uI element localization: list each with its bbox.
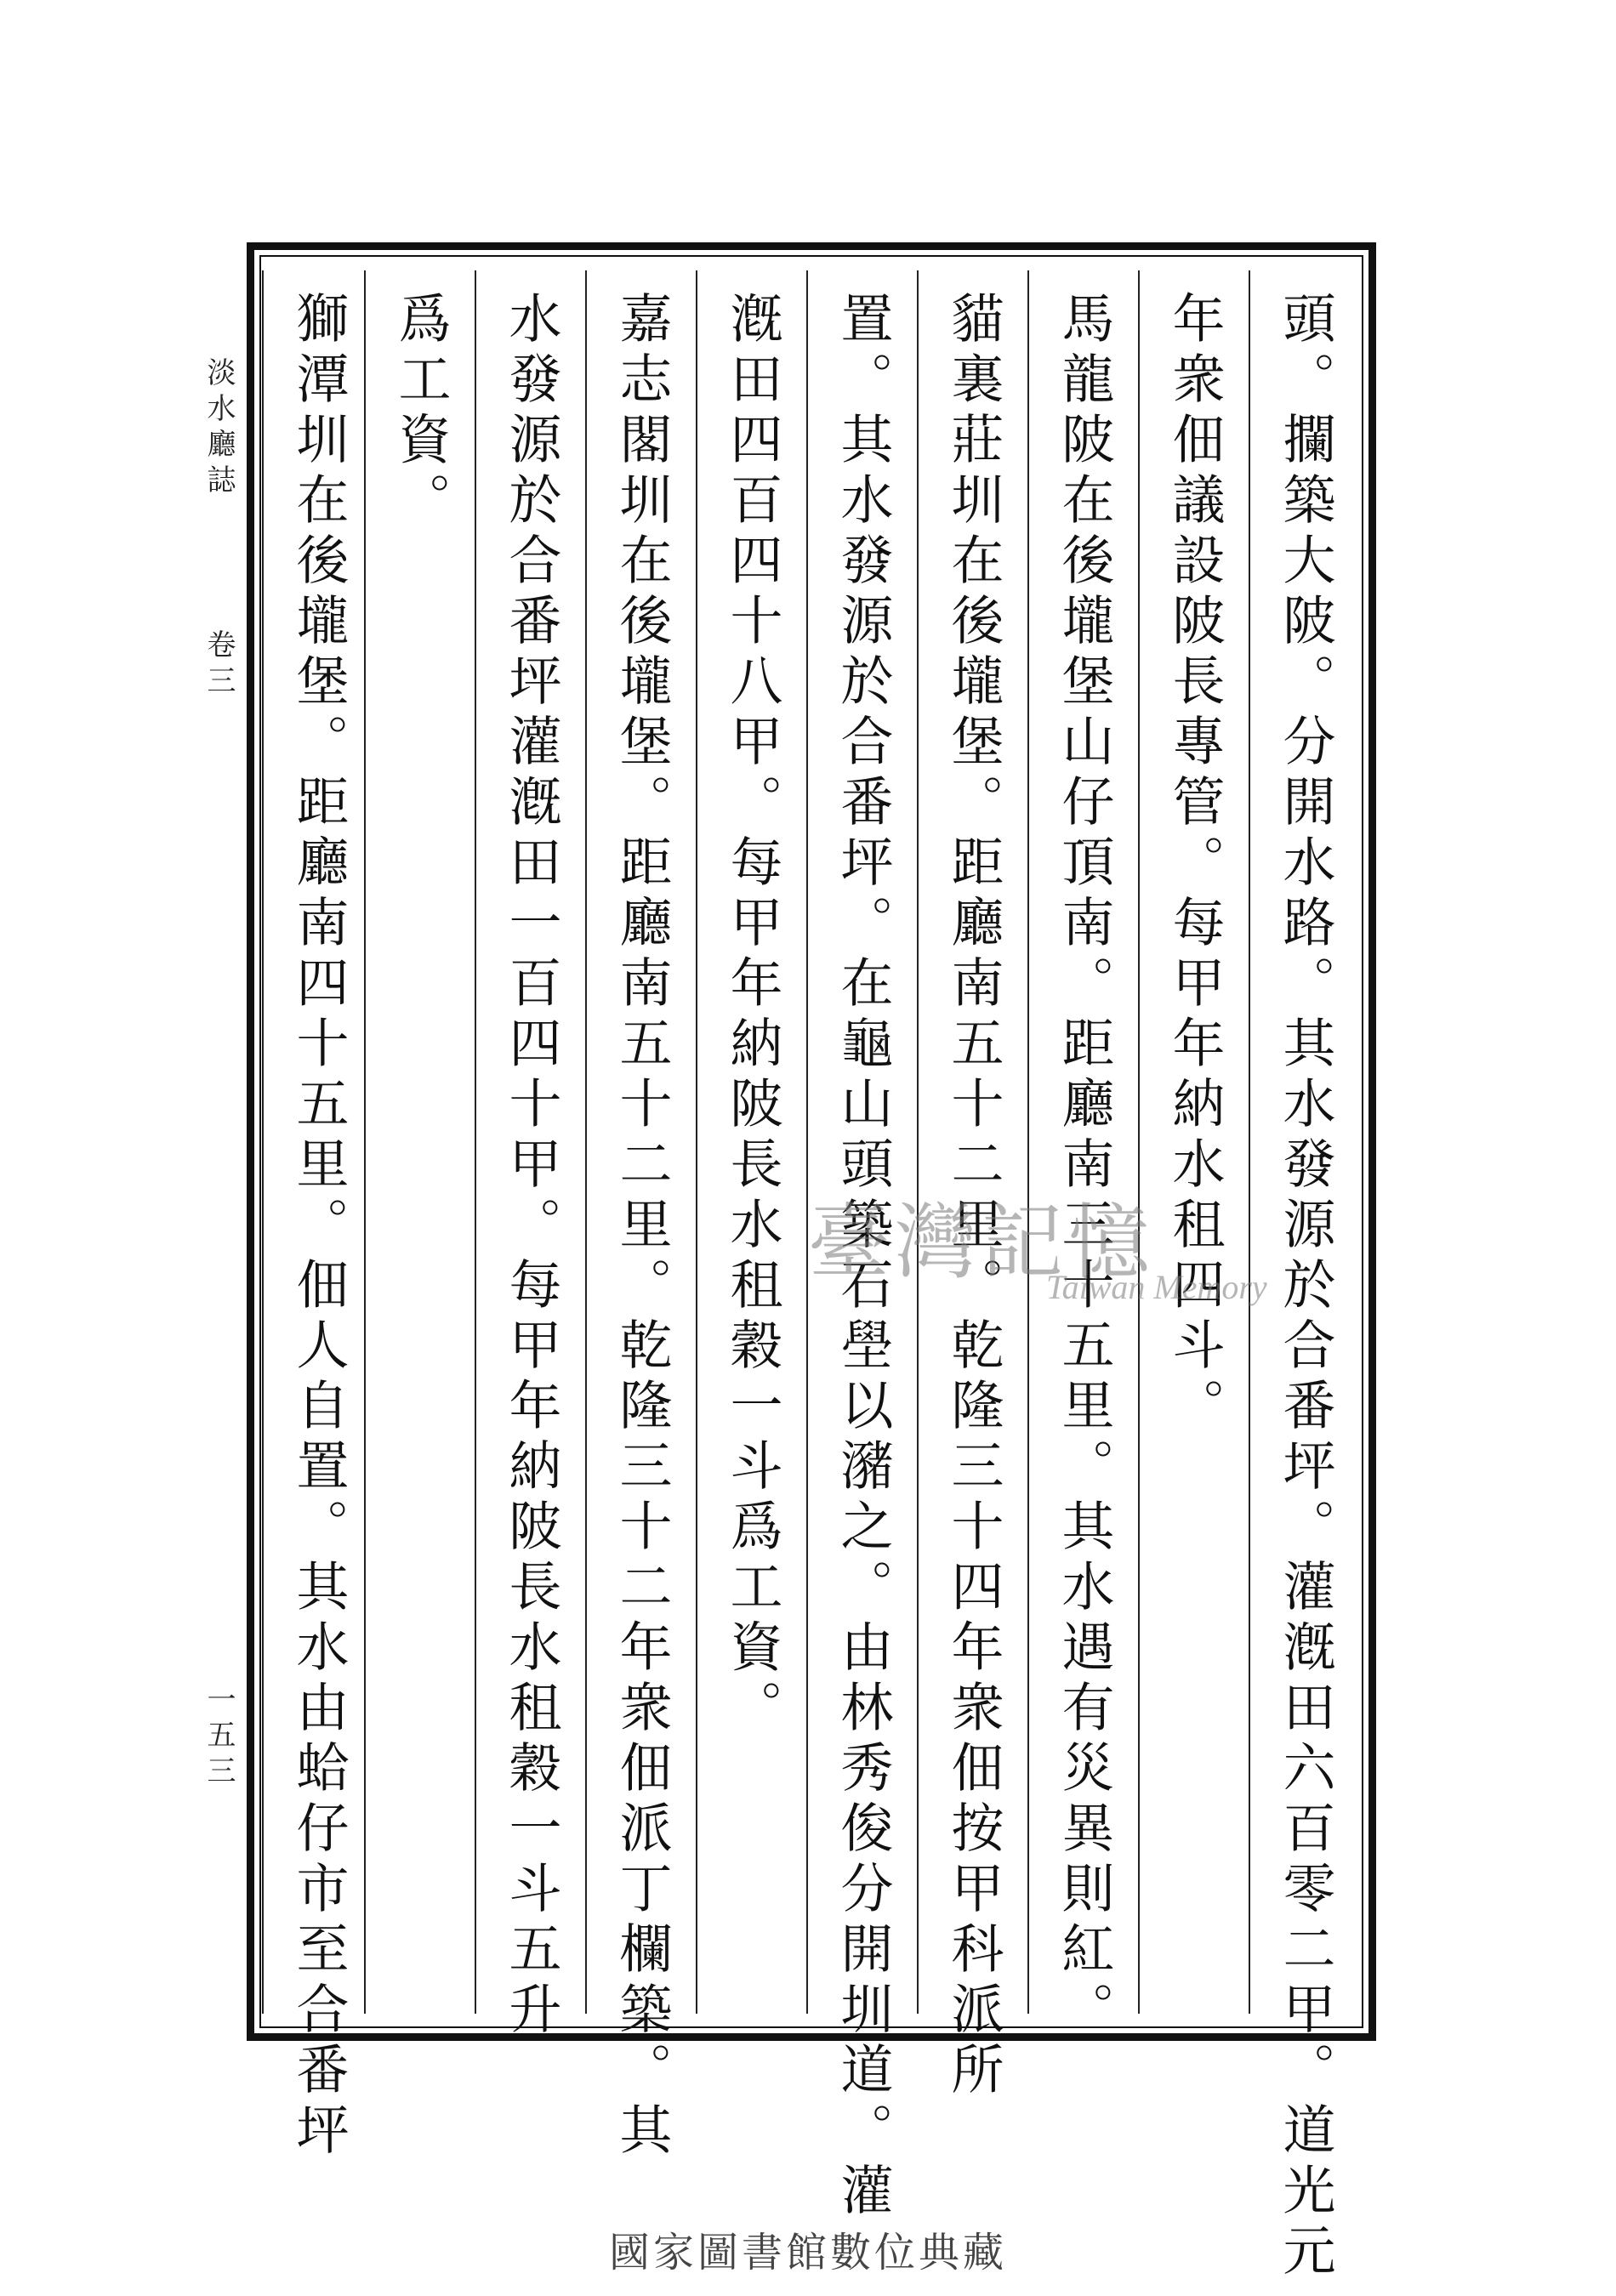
watermark-english: Taiwan Memory	[1046, 1268, 1267, 1306]
column-text: 獅潭圳在後壠堡。距廳南四十五里。佃人自置。其水由蛤仔市至合番坪	[287, 291, 350, 2162]
column-text: 置。其水發源於合番坪。在龜山頭築石壆以瀦之。由林秀俊分開圳道。灌	[832, 291, 894, 2223]
column-text: 貓裏莊圳在後壠堡。距廳南五十二里。乾隆三十四年衆佃按甲科派所	[942, 291, 1004, 2102]
volume-label: 卷三	[202, 629, 236, 701]
column-text: 水發源於合番坪灌漑田一百四十甲。每甲年納陂長水租穀一斗五升	[500, 291, 562, 2042]
text-column	[696, 270, 806, 2014]
text-column	[1249, 270, 1359, 2283]
column-text: 嘉志閣圳在後壠堡。距廳南五十二里。乾隆三十二年衆佃派丁欄築。其	[611, 291, 673, 2162]
column-text: 漑田四百四十八甲。每甲年納陂長水租穀一斗爲工資。	[721, 291, 783, 1740]
text-column	[917, 270, 1027, 2102]
text-column	[262, 270, 373, 2162]
text-column	[1138, 270, 1249, 2014]
text-column	[475, 270, 585, 2042]
column-text: 頭。攔築大陂。分開水路。其水發源於合番坪。灌漑田六百零二甲。道光元	[1274, 291, 1336, 2283]
running-title: 淡水廳誌	[202, 357, 236, 500]
text-column	[1027, 270, 1138, 2042]
text-column	[364, 270, 475, 2014]
footer-credit: 國家圖書館數位典藏	[608, 2229, 1007, 2276]
column-text: 爲工資。	[390, 291, 452, 532]
text-column	[806, 270, 917, 2223]
column-text: 年衆佃議設陂長專管。每甲年納水租四斗。	[1164, 291, 1226, 1438]
column-text: 馬龍陂在後壠堡山仔頂南。距廳南三十五里。其水遇有災異則紅。	[1053, 291, 1115, 2042]
watermark-chinese: 臺灣記憶	[808, 1195, 1155, 1290]
page-number: 一五三	[202, 1684, 236, 1791]
text-column	[585, 270, 696, 2162]
